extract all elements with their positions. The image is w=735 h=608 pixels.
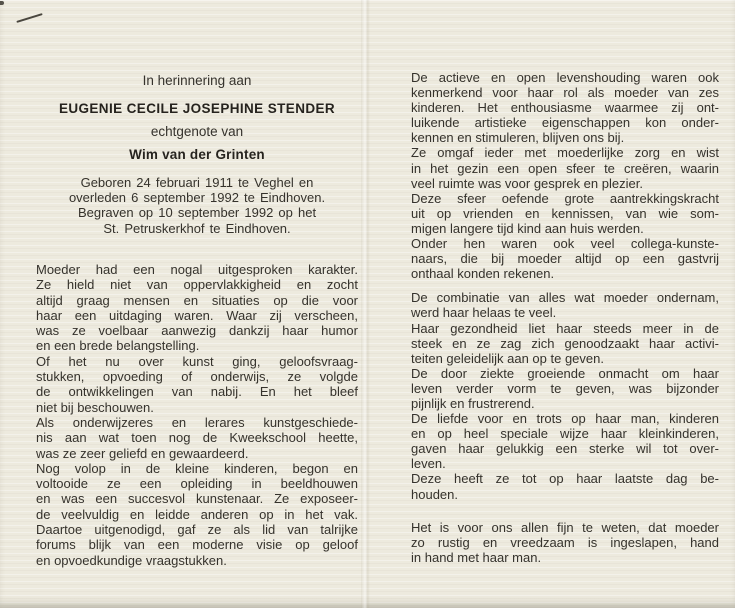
text-line: de ontwikkelingen van nabij. En het bleef (36, 384, 358, 400)
text-line: Deze heeft ze tot op haar laatste dag be- (411, 471, 719, 487)
text-line: veel ruimte was voor gesprek en plezier. (411, 175, 643, 191)
text-line: niet bij beschouwen. (36, 399, 154, 415)
text-line: kenmerkend voor haar rol als moeder van zes (411, 85, 719, 101)
text-line: zo rustig en vreedzaam is ingeslapen, hand (411, 534, 719, 550)
text-line: De door ziekte groeiende onmacht om haar (411, 365, 719, 381)
text-line: De actieve en open levenshouding waren ook (411, 70, 719, 85)
text-line: St. Petruskerkhof te Eindhoven. (103, 220, 291, 236)
text-line: Deze sfeer oefende grote aantrekkingskracht (411, 190, 719, 206)
text-line: de veelvuldig en leidde anderen op in het vak. (36, 506, 358, 522)
text-line: nis aan wat toen nog de Kweekschool heette, (36, 430, 358, 446)
text-line: Ze hield niet van oppervlakkigheid en zocht (36, 277, 358, 293)
text-line: gaven haar gelukkig een sterke wil tot over- (411, 441, 719, 457)
text-line: voltooide ze een opleiding in beeldhouwen (36, 476, 358, 492)
text-line: leven verder vorm te geven, was bijzonder (411, 380, 719, 396)
text-line: was ze zeer geliefd en gewaardeerd. (36, 445, 249, 461)
text-line: overleden 6 september 1992 te Eindhoven. (68, 190, 326, 206)
text-line: in hand met haar man. (411, 549, 542, 565)
text-line: en opvoedkundige vraagstukken. (36, 552, 227, 568)
text-line: Moeder had een nogal uitgesproken karakter. (36, 262, 358, 277)
text-line: was ze voelbaar aanwezig dankzij haar humor (36, 323, 358, 339)
text-line: onthaal konden rekenen. (411, 266, 555, 282)
right-page (383, 0, 735, 608)
text-line: migen langere tijd kind aan huis werden. (411, 220, 644, 236)
text-line: en op heel speciale wijze haar kleinkinderen, (411, 426, 719, 442)
text-line: De liefde voor en trots op haar man, kinderen (411, 411, 719, 427)
text-block (411, 70, 719, 281)
text-line: Haar gezondheid liet haar steeds meer in de (411, 320, 719, 336)
text-line: Nog volop in de kleine kinderen, begon en (36, 460, 358, 476)
text-line: Begraven op 10 september 1992 op het (77, 205, 317, 221)
text-line: Als onderwijzeres en lerares kunstgeschiede- (36, 414, 358, 430)
left-body-text (36, 262, 358, 568)
text-line: forums blijk van een moderne visie op geloof (36, 537, 358, 553)
text-line: Het is voor ons allen fijn te weten, dat moeder (411, 519, 719, 535)
text-line: uit op vrienden en kennissen, van wie som- (411, 205, 719, 221)
text-line: Daartoe uitgenodigd, gaf ze als lid van talrijke (36, 522, 358, 538)
text-line: haar een uitdaging waren. Waar zij verscheen, (36, 307, 358, 323)
text-line: houden. (411, 486, 458, 502)
text-line: luikende artistieke eigenschappen kon onder- (411, 115, 719, 131)
intro-line: In herinnering aan (142, 73, 252, 88)
text-block (411, 290, 719, 501)
relation-line: echtgenote van (150, 124, 244, 139)
text-line: Onder hen waren ook veel collega-kunste- (411, 236, 719, 252)
text-line: pijnlijk en frustrerend. (411, 395, 535, 411)
text-line: teiten geleidelijk aan op te geven. (411, 350, 604, 366)
text-line: De combinatie van alles wat moeder ondernam, (411, 290, 719, 306)
text-line: leven. (411, 456, 446, 472)
text-line: Ze omgaf ieder met moederlijke zorg en wist (411, 145, 719, 161)
text-line: steek en ze zag zich genoodzaakt haar activi- (411, 335, 719, 351)
deceased-name: EUGENIE CECILE JOSEPHINE STENDER (58, 101, 336, 116)
text-line: en was een succesvol kunstenaar. Ze exposeer- (36, 491, 358, 507)
dates-block (36, 175, 358, 236)
right-body-text (411, 70, 719, 565)
text-line: werd haar helaas te veel. (411, 305, 557, 321)
spouse-name: Wim van der Grinten (129, 147, 265, 162)
text-line: stukken, opvoeding of onderwijs, ze volgde (36, 369, 358, 385)
text-line: Of het nu over kunst ging, geloofsvraag- (36, 353, 358, 369)
text-line: altijd graag mensen en situaties op die voor (36, 292, 358, 308)
text-line: in het gezin een open sfeer te creëren, waarin (411, 160, 719, 176)
text-line: Geboren 24 februari 1911 te Veghel en (80, 175, 314, 190)
text-line: en een brede belangstelling. (36, 338, 200, 354)
text-block (411, 520, 719, 565)
text-line: kinderen. Het enthousiasme waarmee zij ont- (411, 100, 719, 116)
text-line: naars, die bij moeder altijd op een gastvrij (411, 251, 719, 267)
text-line: kennen en stimuleren, blijven ons bij. (411, 130, 625, 146)
